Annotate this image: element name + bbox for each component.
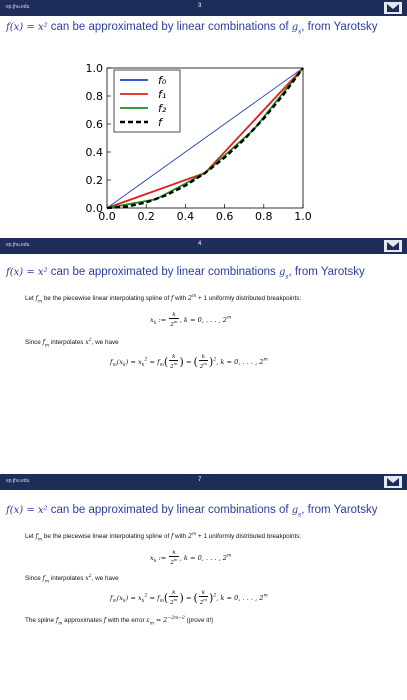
since-text: Since $f_m$ interpolates $x^2$, we have xyxy=(25,338,119,349)
y-tick-label: 1.0 xyxy=(85,62,103,75)
university-logo-icon xyxy=(384,476,402,488)
x-tick-label: 0.0 xyxy=(98,210,116,223)
x-tick-label: 0.8 xyxy=(255,210,273,223)
breakpoint-equation: $x_k$ := $\frac{k}{2^m}$ , k = 0, . . . , 2$^m$ xyxy=(150,312,232,328)
y-tick-label: 0.2 xyxy=(85,174,103,187)
slide-title: f(x) = x² can be approximated by linear combinations of $g_s$, from Yarotsky xyxy=(6,21,378,36)
y-tick-label: 0.4 xyxy=(85,146,103,159)
y-tick-label: 0.8 xyxy=(85,90,103,103)
approximation-chart xyxy=(70,58,330,228)
y-tick-label: 0.6 xyxy=(85,118,103,131)
slide-header-bar xyxy=(0,474,407,490)
legend-label: f₂ xyxy=(158,102,167,115)
slide-header-bar xyxy=(0,238,407,254)
y-tick-label: 0.0 xyxy=(85,202,103,215)
slide-3 xyxy=(0,474,407,700)
breakpoint-equation: $x_k$ := $\frac{k}{2^m}$ , k = 0, . . . , 2$^m$ xyxy=(150,550,232,566)
x-tick-label: 0.6 xyxy=(215,210,234,223)
university-logo-icon xyxy=(384,240,402,252)
page-number: 7 xyxy=(198,477,202,483)
slide-1 xyxy=(0,0,407,240)
since-text: Since $f_m$ interpolates $x^2$, we have xyxy=(25,574,119,585)
interpolation-equation: $f_m(x_k) = x_k^2 = f_m$( $\frac{k}{2^m}$ ) = ( $\frac{k}{2^m}$ )$^2$, k = 0, . . . , 2$^m$ xyxy=(110,354,268,370)
header-url: ep.jhu.edu xyxy=(6,4,30,10)
x-tick-label: 0.2 xyxy=(137,210,155,223)
x-tick-label: 0.4 xyxy=(176,210,195,223)
page-number: 4 xyxy=(198,241,202,247)
page-number: 3 xyxy=(198,3,202,9)
legend-label: f xyxy=(158,116,162,129)
slide-title: f(x) = x² can be approximated by linear combinations $g_s$, from Yarotsky xyxy=(6,266,365,281)
legend-label: f₁ xyxy=(158,88,167,101)
slide-header-bar xyxy=(0,0,407,16)
header-url: ep.jhu.edu xyxy=(6,478,30,484)
university-logo-icon xyxy=(384,2,402,14)
spline-definition-text: Let $f_m$ be the piecewise linear interpolating spline of f with $2^m + 1$ uniformly distributed breakpoints: xyxy=(25,532,302,543)
x-tick-label: 1.0 xyxy=(294,210,312,223)
error-statement-text: The spline $f_m$ approximates f with the error $\varepsilon_m = 2^{-2m-2}$ (prove it!) xyxy=(25,616,214,627)
spline-definition-text: Let $f_m$ be the piecewise linear interpolating spline of f with $2^m + 1$ uniformly distributed breakpoints: xyxy=(25,294,302,305)
interpolation-equation: $f_m(x_k) = x_k^2 = f_m$( $\frac{k}{2^m}$ ) = ( $\frac{k}{2^m}$ )$^2$, k = 0, . . . , 2$^m$ xyxy=(110,590,268,606)
slide-title: f(x) = x² can be approximated by linear combinations of $g_s$, from Yarotsky xyxy=(6,504,378,519)
header-url: ep.jhu.edu xyxy=(6,242,30,248)
legend-label: f₀ xyxy=(158,74,167,87)
slide-2 xyxy=(0,238,407,470)
